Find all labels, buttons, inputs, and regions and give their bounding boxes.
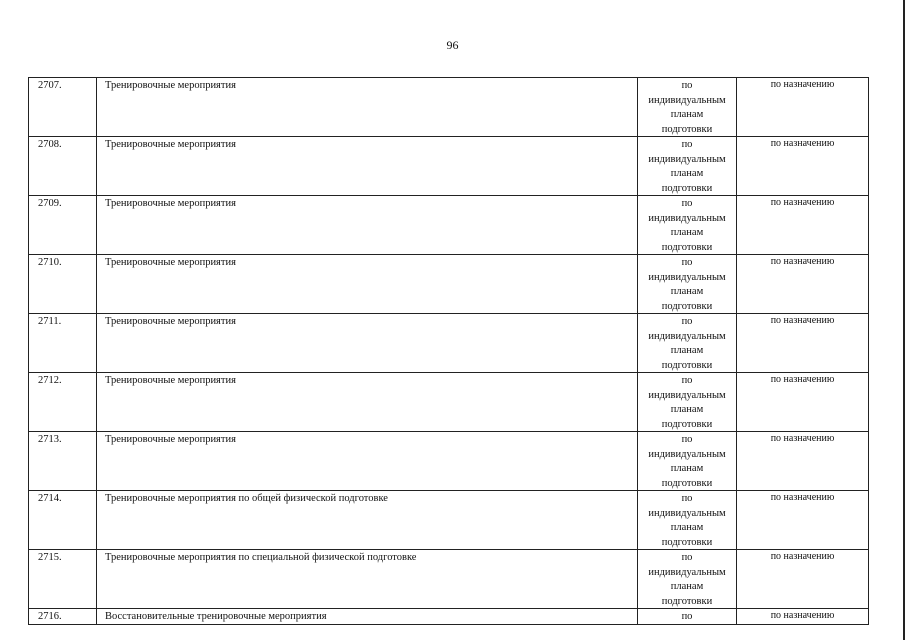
event-name: Тренировочные мероприятия по общей физической подготовке: [105, 493, 388, 504]
plan-text-line: планам: [670, 109, 704, 120]
event-name-cell: [97, 550, 638, 609]
table-row: [29, 491, 869, 550]
row-number: 2715.: [38, 552, 62, 563]
plan-text-line: планам: [670, 581, 704, 592]
purpose-cell: [737, 314, 869, 373]
row-number-cell: [29, 609, 97, 625]
plan-text-line: по: [681, 493, 693, 504]
plan-text-line: планам: [670, 463, 704, 474]
table-row: [29, 137, 869, 196]
table-row: [29, 432, 869, 491]
row-number-cell: [29, 255, 97, 314]
purpose-text: по назначению: [770, 315, 835, 326]
purpose-cell: [737, 373, 869, 432]
plan-cell: [638, 196, 737, 255]
row-number-cell: [29, 432, 97, 491]
plan-text-line: подготовки: [661, 300, 713, 312]
purpose-text: по назначению: [770, 374, 835, 385]
event-name: Восстановительные тренировочные мероприятия: [105, 611, 327, 622]
plan-text-line: планам: [670, 286, 704, 297]
plan-cell: [638, 78, 737, 137]
purpose-cell: [737, 78, 869, 137]
plan-text-line: по: [681, 257, 693, 268]
plan-text-line: индивидуальным: [648, 389, 726, 401]
plan-text-line: по: [681, 552, 693, 563]
plan-text-line: подготовки: [661, 182, 713, 194]
purpose-text: по назначению: [770, 138, 835, 149]
purpose-cell: [737, 137, 869, 196]
plan-text-line: подготовки: [661, 418, 713, 430]
row-number-cell: [29, 196, 97, 255]
purpose-cell: [737, 609, 869, 625]
event-name-cell: [97, 609, 638, 625]
purpose-cell: [737, 550, 869, 609]
plan-cell: [638, 609, 737, 625]
row-number: 2709.: [38, 198, 62, 209]
plan-cell: [638, 550, 737, 609]
plan-cell: [638, 491, 737, 550]
plan-text-line: планам: [670, 227, 704, 238]
event-name-cell: [97, 196, 638, 255]
plan-text-line: по: [681, 316, 693, 327]
row-number-cell: [29, 78, 97, 137]
purpose-cell: [737, 432, 869, 491]
table-row: [29, 196, 869, 255]
purpose-text: по назначению: [770, 433, 835, 444]
row-number: 2707.: [38, 80, 62, 91]
event-name: Тренировочные мероприятия: [105, 375, 236, 386]
plan-text-line: индивидуальным: [648, 566, 726, 578]
plan-text-line: по: [681, 375, 693, 386]
document-table: [28, 77, 869, 625]
purpose-text: по назначению: [770, 79, 835, 90]
purpose-cell: [737, 255, 869, 314]
event-name-cell: [97, 314, 638, 373]
plan-text-line: по: [681, 80, 693, 91]
plan-text-line: по: [681, 434, 693, 445]
purpose-text: по назначению: [770, 610, 835, 621]
plan-text-line: по: [681, 611, 693, 622]
row-number-cell: [29, 550, 97, 609]
row-number-cell: [29, 137, 97, 196]
table-row: [29, 373, 869, 432]
plan-text-line: по: [681, 198, 693, 209]
event-name: Тренировочные мероприятия: [105, 80, 236, 91]
plan-text-line: планам: [670, 168, 704, 179]
plan-cell: [638, 255, 737, 314]
event-name: Тренировочные мероприятия: [105, 434, 236, 445]
plan-text-line: индивидуальным: [648, 153, 726, 165]
event-name-cell: [97, 255, 638, 314]
table-row: [29, 255, 869, 314]
row-number-cell: [29, 491, 97, 550]
row-number: 2711.: [38, 316, 62, 327]
table-row: [29, 609, 869, 625]
plan-text-line: планам: [670, 404, 704, 415]
purpose-text: по назначению: [770, 197, 835, 208]
plan-text-line: планам: [670, 522, 704, 533]
row-number: 2712.: [38, 375, 62, 386]
plan-cell: [638, 137, 737, 196]
plan-text-line: планам: [670, 345, 704, 356]
plan-text-line: подготовки: [661, 536, 713, 548]
plan-cell: [638, 432, 737, 491]
purpose-cell: [737, 196, 869, 255]
row-number: 2716.: [38, 611, 62, 622]
purpose-cell: [737, 491, 869, 550]
plan-text-line: индивидуальным: [648, 94, 726, 106]
table-body: [29, 78, 869, 625]
row-number: 2708.: [38, 139, 62, 150]
plan-text-line: по: [681, 139, 693, 150]
plan-text-line: индивидуальным: [648, 507, 726, 519]
event-name: Тренировочные мероприятия по специальной физической подготовке: [105, 552, 417, 563]
plan-text-line: индивидуальным: [648, 330, 726, 342]
page-number: 96: [446, 38, 459, 52]
plan-cell: [638, 314, 737, 373]
row-number-cell: [29, 314, 97, 373]
row-number: 2714.: [38, 493, 62, 504]
row-number-cell: [29, 373, 97, 432]
event-name-cell: [97, 432, 638, 491]
plan-text-line: подготовки: [661, 359, 713, 371]
event-name-cell: [97, 373, 638, 432]
event-name: Тренировочные мероприятия: [105, 257, 236, 268]
table-row: [29, 78, 869, 137]
event-name-cell: [97, 491, 638, 550]
plan-text-line: подготовки: [661, 595, 713, 607]
table-row: [29, 314, 869, 373]
row-number: 2713.: [38, 434, 62, 445]
event-name: Тренировочные мероприятия: [105, 198, 236, 209]
plan-text-line: индивидуальным: [648, 212, 726, 224]
plan-cell: [638, 373, 737, 432]
row-number: 2710.: [38, 257, 62, 268]
event-name-cell: [97, 137, 638, 196]
plan-text-line: индивидуальным: [648, 271, 726, 283]
table-row: [29, 550, 869, 609]
event-name: Тренировочные мероприятия: [105, 139, 236, 150]
plan-text-line: подготовки: [661, 241, 713, 253]
plan-text-line: индивидуальным: [648, 448, 726, 460]
purpose-text: по назначению: [770, 492, 835, 503]
purpose-text: по назначению: [770, 256, 835, 267]
event-name: Тренировочные мероприятия: [105, 316, 236, 327]
plan-text-line: подготовки: [661, 477, 713, 489]
event-name-cell: [97, 78, 638, 137]
purpose-text: по назначению: [770, 551, 835, 562]
plan-text-line: подготовки: [661, 123, 713, 135]
